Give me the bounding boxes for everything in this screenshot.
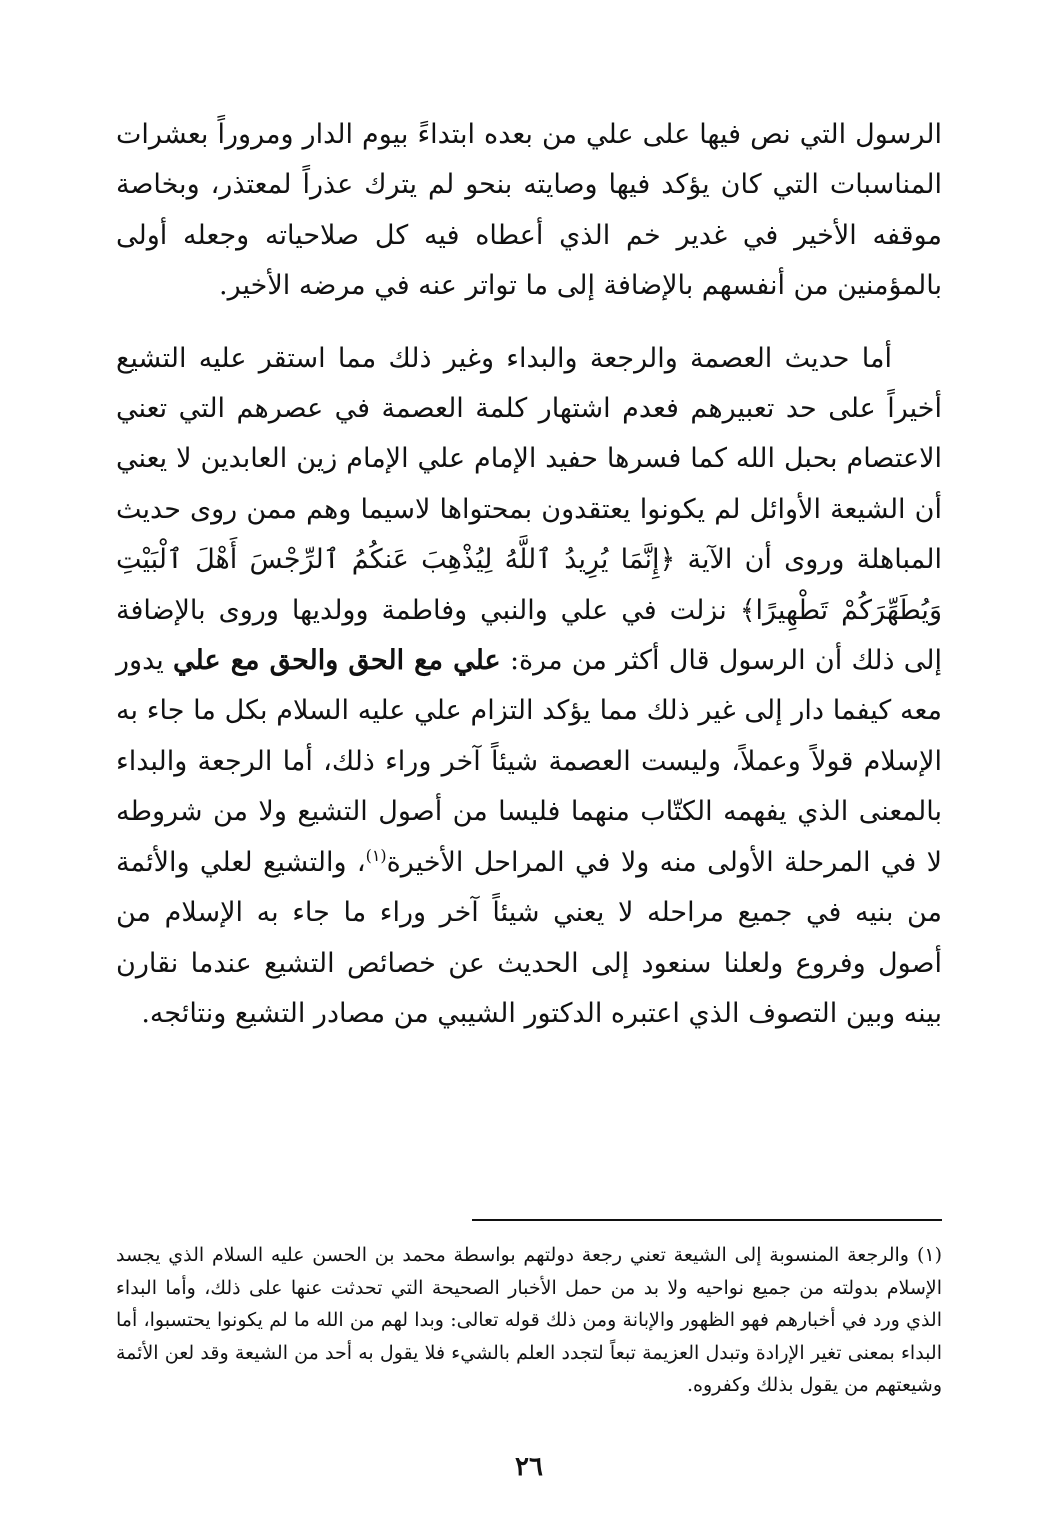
page-number: ٢٦ bbox=[515, 1452, 543, 1482]
main-text bbox=[116, 110, 942, 1039]
footnote-separator bbox=[472, 1219, 942, 1221]
footnote-reference: (١) bbox=[365, 845, 387, 865]
page-body bbox=[116, 110, 942, 1039]
footnote-number: (١) bbox=[916, 1244, 942, 1266]
quran-verse: ﴿إِنَّمَا يُرِيدُ ٱللَّهُ لِيُذْهِبَ عَنكُمُ ٱلرِّجْسَ أَهْلَ ٱلْبَيْتِ وَيُطَهِّرَكُمْ تَطْهِيرًا﴾ bbox=[116, 544, 942, 626]
paragraph-2-intro: أما حديث العصمة والرجعة والبداء وغير ذلك مما استقر عليه التشيع أخيراً على حد تعبيرهم فعدم اشتهار كلمة العصمة في عصرهم التي تعني الاعتصام بحبل الله كما فسرها حفيد الإمام علي الإمام زين العابدين لا يعني أن الشيعة الأوائل لم يكونوا يعتقدون بمحتواها لاسيما وهم ممن روى حديث المباهلة وروى أن الآية bbox=[116, 342, 942, 576]
paragraph-2-after-verse: نزلت في علي والنبي وفاطمة وولديها وروى بالإضافة إلى ذلك أن الرسول قال أكثر من مرة: bbox=[116, 594, 942, 677]
bold-quote: علي مع الحق والحق مع علي bbox=[173, 645, 501, 677]
paragraph-2-after-quote: يدور معه كيفما دار إلى غير ذلك مما يؤكد التزام علي عليه السلام بكل ما جاء به الإسلام قولاً وعملاً، وليست العصمة شيئاً آخر وراء ذلك، أما الرجعة والبداء بالمعنى الذي يفهمه الكتّاب منهما فليسا من أصول التشيع ولا من شروطه لا في المرحلة الأولى منه ولا في المراحل الأخيرة bbox=[116, 645, 942, 878]
paragraph-2 bbox=[116, 334, 942, 1040]
footnote bbox=[116, 1239, 942, 1402]
footnote-text: والرجعة المنسوبة إلى الشيعة تعني رجعة دولتهم بواسطة محمد بن الحسن عليه السلام الذي يجسد الإسلام بدولته من جميع نواحيه ولا بد من حمل الأخبار الصحيحة التي تحدثت عنها على ذلك، وأما البداء الذي ورد في أخبارهم فهو الظهور والإبانة ومن ذلك قوله تعالى: وبدا لهم من الله ما لم يكونوا يحتسبوا، أما البداء بمعنى تغير الإرادة وتبدل العزيمة تبعاً لتجدد العلم بالشيء فلا يقول به أحد من الشيعة وقد لعن الأئمة وشيعتهم من يقول بذلك وكفروه. bbox=[116, 1244, 942, 1396]
paragraph-1: الرسول التي نص فيها على علي من بعده ابتداءً بيوم الدار ومروراً بعشرات المناسبات التي كان يؤكد فيها وصايته بنحو لم يترك عذراً لمعتذر، وبخاصة موقفه الأخير في غدير خم الذي أعطاه فيه كل صلاحياته وجعله أولى بالمؤمنين من أنفسهم بالإضافة إلى ما تواتر عنه في مرضه الأخير. bbox=[116, 119, 942, 302]
paragraph-2-ending: ، والتشيع لعلي والأئمة من بنيه في جميع مراحله لا يعني شيئاً آخر وراء ما جاء به الإسلام من أصول وفروع ولعلنا سنعود إلى الحديث عن خصائص التشيع عندما نقارن بينه وبين التصوف الذي اعتبره الدكتور الشيبي من مصادر التشيع ونتائجه. bbox=[116, 846, 942, 1029]
